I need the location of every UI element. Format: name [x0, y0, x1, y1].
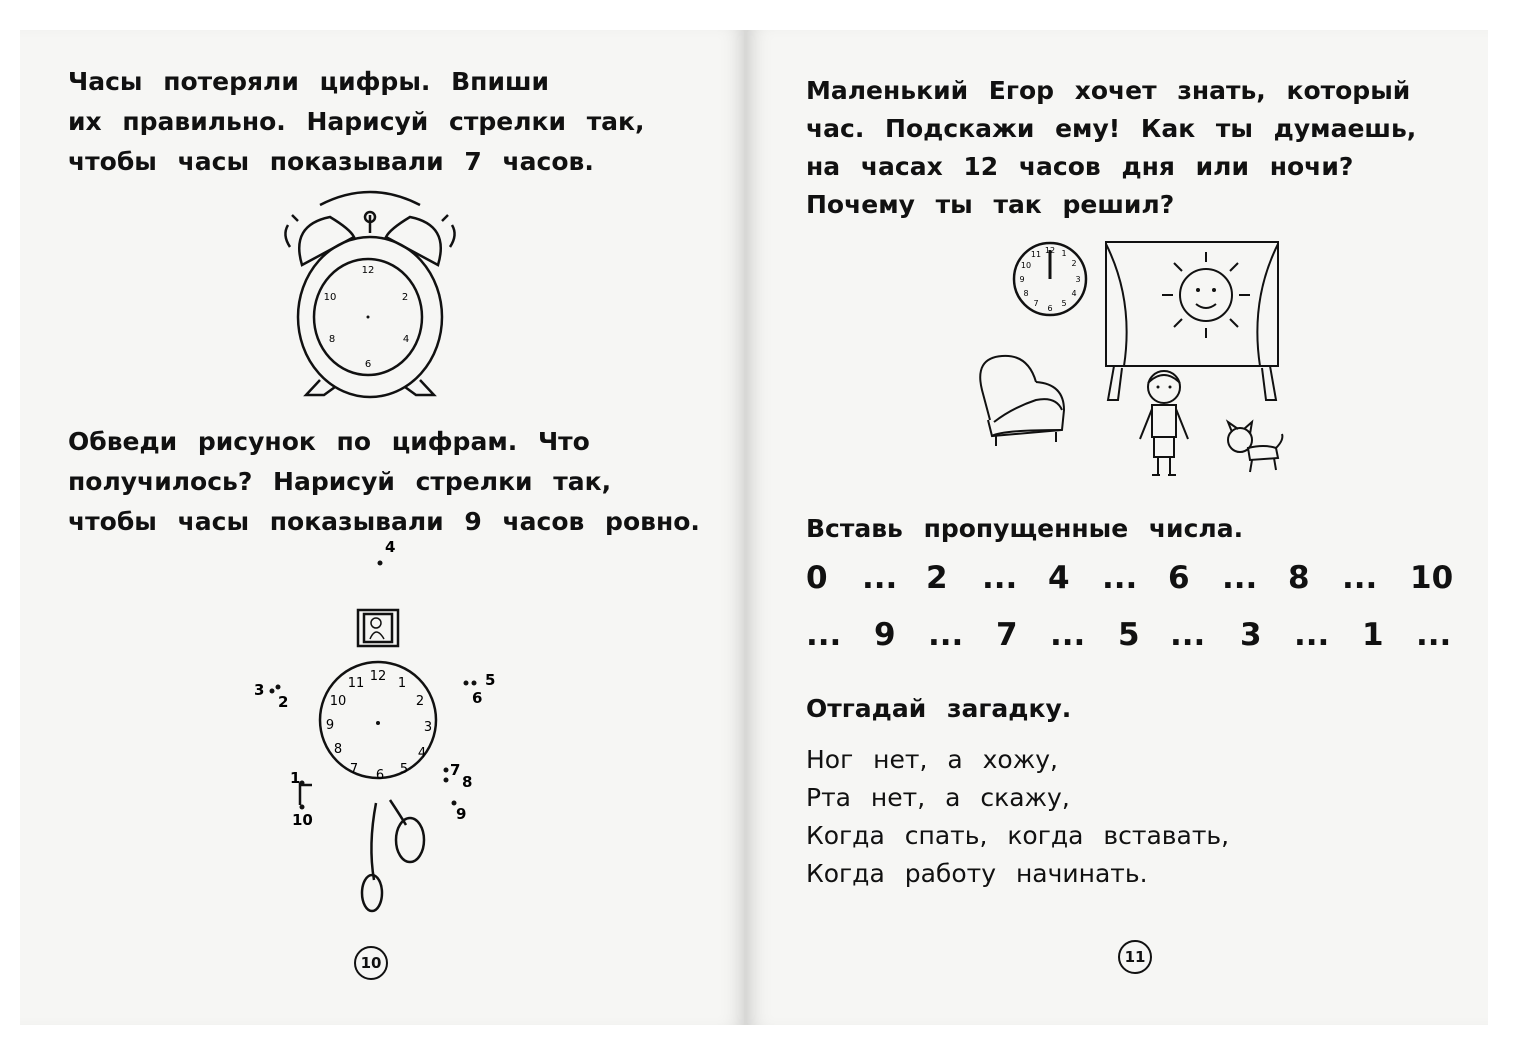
clock-number: 9 — [1019, 275, 1025, 284]
clock-number: 10 — [1020, 261, 1032, 270]
sequence-item: 1 — [1362, 617, 1384, 653]
clock-number: 8 — [333, 742, 343, 757]
dot-number: 2 — [278, 693, 289, 711]
sequence-item: 8 — [1288, 560, 1310, 596]
sequence-gap: ... — [806, 617, 842, 653]
dot-number: 6 — [472, 689, 483, 707]
clock-number: 5 — [1061, 299, 1067, 308]
clock-number: 11 — [1030, 250, 1042, 259]
alarm-clock-illustration — [280, 185, 460, 400]
dot-number: 8 — [462, 773, 473, 791]
clock-number: 3 — [423, 720, 433, 735]
text-line: на часах 12 часов дня или ночи? — [806, 152, 1354, 181]
boy-illustration — [1136, 365, 1192, 485]
page-number: 11 — [1118, 940, 1152, 974]
text-line: Почему ты так решил? — [806, 190, 1175, 219]
sequence-gap: ... — [982, 560, 1018, 596]
sequence-item: 3 — [1240, 617, 1262, 653]
text-line: Часы потеряли цифры. Впиши — [68, 67, 550, 96]
riddle-line: Когда спать, когда вставать, — [806, 821, 1230, 850]
riddle-line: Ног нет, а хожу, — [806, 745, 1058, 774]
dot-number: 1 — [290, 769, 301, 787]
sequence-gap: ... — [862, 560, 898, 596]
clock-number: 7 — [1033, 299, 1039, 308]
text-line: чтобы часы показывали 7 часов. — [68, 147, 594, 176]
sequence-gap: ... — [1342, 560, 1378, 596]
text-line: час. Подскажи ему! Как ты думаешь, — [806, 114, 1417, 143]
sequence-item: 9 — [874, 617, 896, 653]
clock-number: 12 — [369, 669, 387, 684]
clock-number: 2 — [401, 292, 409, 303]
text-line: Обведи рисунок по цифрам. Что — [68, 427, 590, 456]
clock-number: 2 — [1071, 259, 1077, 268]
riddle-text — [806, 741, 1229, 893]
dot-number: 7 — [450, 761, 461, 779]
clock-number: 12 — [361, 265, 375, 276]
clock-number: 6 — [375, 768, 385, 783]
sequence-gap: ... — [928, 617, 964, 653]
clock-number: 10 — [329, 694, 347, 709]
sequence-gap: ... — [1294, 617, 1330, 653]
clock-number: 7 — [349, 762, 359, 777]
clock-number: 8 — [328, 334, 336, 345]
riddle-title: Отгадай загадку. — [806, 694, 1072, 723]
sequence-item: 4 — [1048, 560, 1070, 596]
clock-number: 1 — [397, 676, 407, 691]
sequence-gap: ... — [1170, 617, 1206, 653]
text-line: чтобы часы показывали 9 часов ровно. — [68, 507, 700, 536]
riddle-line: Когда работу начинать. — [806, 859, 1148, 888]
dot-number: 10 — [292, 811, 313, 829]
text-line: получилось? Нарисуй стрелки так, — [68, 467, 612, 496]
clock-number: 6 — [1047, 304, 1053, 313]
sequence-item: 10 — [1410, 560, 1454, 596]
clock-number: 1 — [1061, 249, 1067, 258]
clock-number: 3 — [1075, 275, 1081, 284]
sequence-item: 5 — [1118, 617, 1140, 653]
dot-number: 3 — [254, 681, 265, 699]
dog-illustration — [1224, 420, 1288, 476]
clock-number: 6 — [364, 359, 372, 370]
clock-number: 5 — [399, 762, 409, 777]
sequence-item: 2 — [926, 560, 948, 596]
dot-number: 5 — [485, 671, 496, 689]
sequence-gap: ... — [1416, 617, 1452, 653]
window-sun-illustration — [1104, 240, 1280, 410]
page-number: 10 — [354, 946, 388, 980]
armchair-illustration — [972, 350, 1068, 450]
dot-number: 4 — [385, 538, 396, 556]
wall-clock-illustration — [1012, 240, 1092, 320]
book-spine — [744, 30, 747, 1025]
missing-numbers-title: Вставь пропущенные числа. — [806, 514, 1244, 543]
sequence-gap: ... — [1222, 560, 1258, 596]
text-line: их правильно. Нарисуй стрелки так, — [68, 107, 645, 136]
text-line: Маленький Егор хочет знать, который — [806, 76, 1411, 105]
sequence-item: 6 — [1168, 560, 1190, 596]
clock-number: 10 — [323, 292, 337, 303]
task-egor-text — [806, 72, 1416, 224]
task-clock-numbers-text — [68, 62, 645, 182]
riddle-line: Рта нет, а скажу, — [806, 783, 1070, 812]
sequence-gap: ... — [1102, 560, 1138, 596]
clock-number: 9 — [325, 718, 335, 733]
clock-number: 2 — [415, 694, 425, 709]
clock-number: 4 — [1071, 289, 1077, 298]
task-dot-to-dot-text — [68, 422, 700, 542]
sequence-item: 0 — [806, 560, 828, 596]
clock-number: 4 — [417, 746, 427, 761]
clock-number: 12 — [1044, 246, 1056, 255]
sequence-item: 7 — [996, 617, 1018, 653]
dot-number: 9 — [456, 805, 467, 823]
cuckoo-clock-dot-to-dot — [250, 535, 496, 920]
clock-number: 4 — [402, 334, 410, 345]
clock-number: 11 — [347, 676, 365, 691]
sequence-gap: ... — [1050, 617, 1086, 653]
clock-number: 8 — [1023, 289, 1029, 298]
